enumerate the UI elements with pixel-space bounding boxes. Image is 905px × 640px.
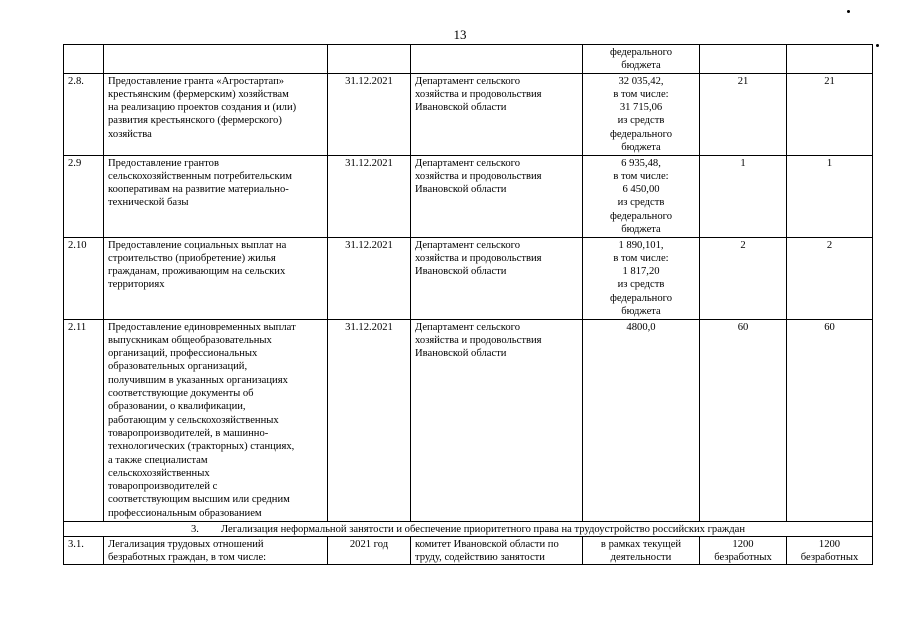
measure-name: Предоставление социальных выплат на строительство (приобретение) жилья гражданам, проживающим на сельских территориях [104, 237, 328, 319]
scan-speck [847, 10, 850, 13]
section-header-row [64, 521, 873, 536]
indicator-value-1: 1200 безработных [700, 536, 787, 565]
measure-name: Легализация трудовых отношений безработных граждан, в том числе: [104, 536, 328, 565]
responsible-agency: Департамент сельского хозяйства и продовольствия Ивановской области [411, 237, 583, 319]
funding-amount: 4800,0 [583, 319, 700, 521]
page-number: 13 [453, 27, 467, 42]
indicator-value-1: 21 [700, 73, 787, 155]
measure-name: Предоставление гранта «Агростартап» крестьянским (фермерским) хозяйствам на реализацию проектов создания и (или) развития крестьянского (фермерского) хозяйства [104, 73, 328, 155]
table-row [64, 155, 873, 237]
row-number [64, 45, 104, 74]
indicator-value-2: 1200 безработных [787, 536, 873, 565]
funding-amount: 6 935,48, в том числе: 6 450,00 из средств федерального бюджета [583, 155, 700, 237]
section-header [64, 521, 873, 536]
scan-speck [876, 44, 879, 47]
responsible-agency [411, 45, 583, 74]
measure-name: Предоставление грантов сельскохозяйственным потребительским кооперативам на развитие материально- технической базы [104, 155, 328, 237]
indicator-value-2: 2 [787, 237, 873, 319]
funding-amount: 1 890,101, в том числе: 1 817,20 из средств федерального бюджета [583, 237, 700, 319]
measure-name [104, 45, 328, 74]
funding-amount: в рамках текущей деятельности [583, 536, 700, 565]
deadline [328, 45, 411, 74]
table-row [64, 319, 873, 521]
indicator-value-1 [700, 45, 787, 74]
indicator-value-2: 1 [787, 155, 873, 237]
measures-table [63, 44, 873, 565]
responsible-agency: Департамент сельского хозяйства и продовольствия Ивановской области [411, 319, 583, 521]
responsible-agency: комитет Ивановской области по труду, содействию занятости [411, 536, 583, 565]
section-title: Легализация неформальной занятости и обеспечение приоритетного права на трудоустройство российских граждан [220, 523, 746, 535]
table-row [64, 536, 873, 565]
table-row [64, 45, 873, 74]
funding-amount: федерального бюджета [583, 45, 700, 74]
row-number: 3.1. [64, 536, 104, 565]
deadline: 31.12.2021 [328, 73, 411, 155]
table-row [64, 237, 873, 319]
indicator-value-2 [787, 45, 873, 74]
indicator-value-2: 21 [787, 73, 873, 155]
funding-amount: 32 035,42, в том числе: 31 715,06 из средств федерального бюджета [583, 73, 700, 155]
deadline: 31.12.2021 [328, 237, 411, 319]
responsible-agency: Департамент сельского хозяйства и продовольствия Ивановской области [411, 73, 583, 155]
row-number: 2.10 [64, 237, 104, 319]
deadline: 31.12.2021 [328, 155, 411, 237]
indicator-value-1: 1 [700, 155, 787, 237]
deadline: 2021 год [328, 536, 411, 565]
indicator-value-1: 60 [700, 319, 787, 521]
indicator-value-1: 2 [700, 237, 787, 319]
row-number: 2.11 [64, 319, 104, 521]
measure-name: Предоставление единовременных выплат выпускникам общеобразовательных организаций, профессиональных образовательных организаций, получившим в указанных организациях соответствующие документы об образовании, о квалификации, работающим у сельскохозяйственных товаропроизводителей, в машинно- технологических (тракторных) станциях, а также специалистам сельскохозяйственных товаропроизводителей с соответствующим высшим или средним профессиональным образованием [104, 319, 328, 521]
deadline: 31.12.2021 [328, 319, 411, 521]
section-number: 3. [190, 523, 199, 535]
indicator-value-2: 60 [787, 319, 873, 521]
row-number: 2.8. [64, 73, 104, 155]
responsible-agency: Департамент сельского хозяйства и продовольствия Ивановской области [411, 155, 583, 237]
table-row [64, 73, 873, 155]
row-number: 2.9 [64, 155, 104, 237]
